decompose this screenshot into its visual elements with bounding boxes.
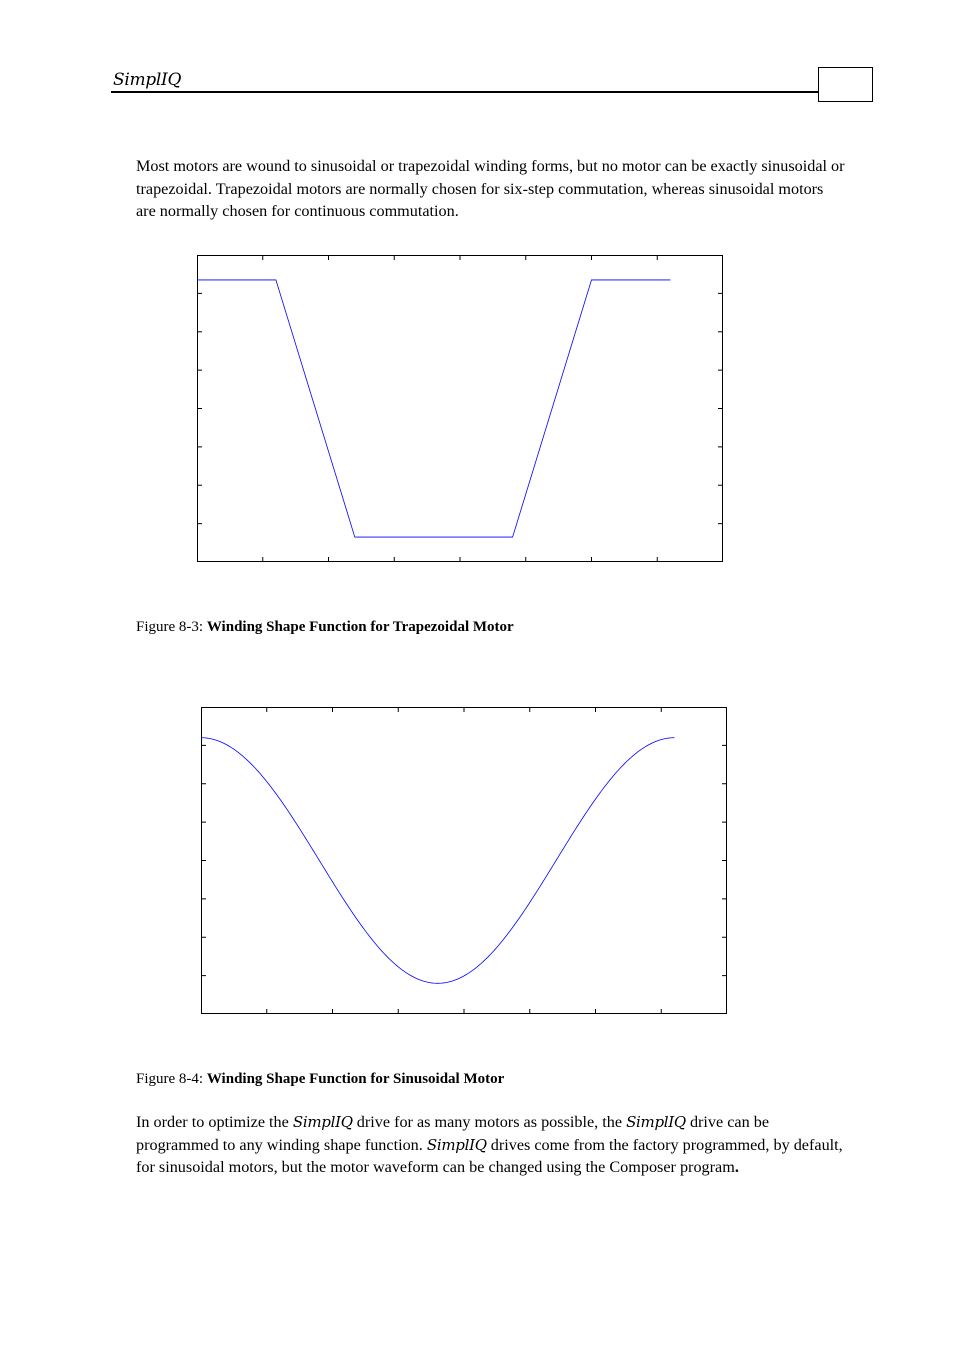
inline-brand: SimplIQ: [626, 1113, 686, 1131]
header-rule: [111, 91, 819, 93]
outro-text: drive for as many motors as possible, the: [356, 1113, 623, 1131]
figure-title: Winding Shape Function for Trapezoidal Motor: [206, 619, 514, 635]
chart-frame: [198, 256, 723, 562]
outro-text: drives come from the factory programmed, by default, for sinusoidal motors, but the motor waveform can be changed using the Composer program: [136, 1135, 843, 1176]
figure-caption-trapezoidal: [136, 618, 514, 636]
inline-brand: SimplIQ: [292, 1113, 353, 1131]
figure-label: Figure 8-3:: [136, 619, 204, 635]
page-number-box: [818, 67, 873, 102]
header-brand: SimplIQ: [113, 70, 182, 90]
outro-text: drive can be programmed to any winding shape function.: [136, 1113, 770, 1154]
figure-caption-sinusoidal: [136, 1070, 504, 1088]
intro-paragraph: Most motors are wound to sinusoidal or trapezoidal winding forms, but no motor can be exactly sinusoidal or trapezoidal. Trapezoidal motors are normally chosen for six-step commutation, whereas sinusoidal motors are normally chosen for continuous commutation.: [136, 157, 845, 220]
trapezoid-series-line: [197, 280, 670, 537]
sinusoidal-chart: [201, 707, 727, 1014]
chart-frame: [202, 708, 727, 1014]
trapezoidal-chart: [197, 255, 723, 562]
outro-paragraph: [136, 1111, 846, 1179]
sine-series-line: [201, 738, 674, 984]
figure-label: Figure 8-4:: [136, 1071, 204, 1087]
figure-title: Winding Shape Function for Sinusoidal Motor: [206, 1071, 505, 1087]
outro-end: .: [734, 1158, 739, 1176]
outro-text: In order to optimize the: [136, 1113, 289, 1131]
inline-brand: SimplIQ: [426, 1135, 487, 1154]
